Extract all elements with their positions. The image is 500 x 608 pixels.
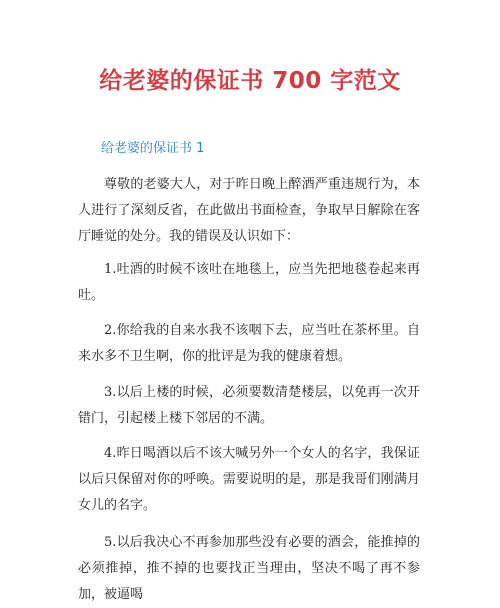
paragraph-item-5: 5.以后我决心不再参加那些没有必要的酒会，能推掉的必须推掉，推不掉的也要找正当理由，坚决不喝了再不参加，被逼喝 [78,535,420,602]
paragraph-intro: 尊敬的老婆大人，对于昨日晚上醉酒严重违规行为，本人进行了深刻反省，在此做出书面检查，争取早日解除在客厅睡觉的处分。我的错误及认识如下： [78,177,420,244]
paragraph-item-2: 2.你给我的自来水我不该咽下去，应当吐在茶杯里。自来水多不卫生啊，你的批评是为我的健康着想。 [78,323,420,364]
section-heading: 给老婆的保证书 1 [101,141,205,156]
paragraph-item-3: 3.以后上楼的时候，必须要数清楚楼层，以免再一次开错门，引起楼上楼下邻居的不满。 [78,385,420,426]
document-title: 给老婆的保证书 700 字范文 [99,68,401,94]
paragraph-item-4: 4.昨日喝酒以后不该大喊另外一个女人的名字，我保证以后只保留对你的呼唤。需要说明的是，那是我哥们刚满月女儿的名字。 [78,446,420,513]
paragraph-item-1: 1.吐酒的时候不该吐在地毯上，应当先把地毯卷起来再吐。 [78,262,420,303]
